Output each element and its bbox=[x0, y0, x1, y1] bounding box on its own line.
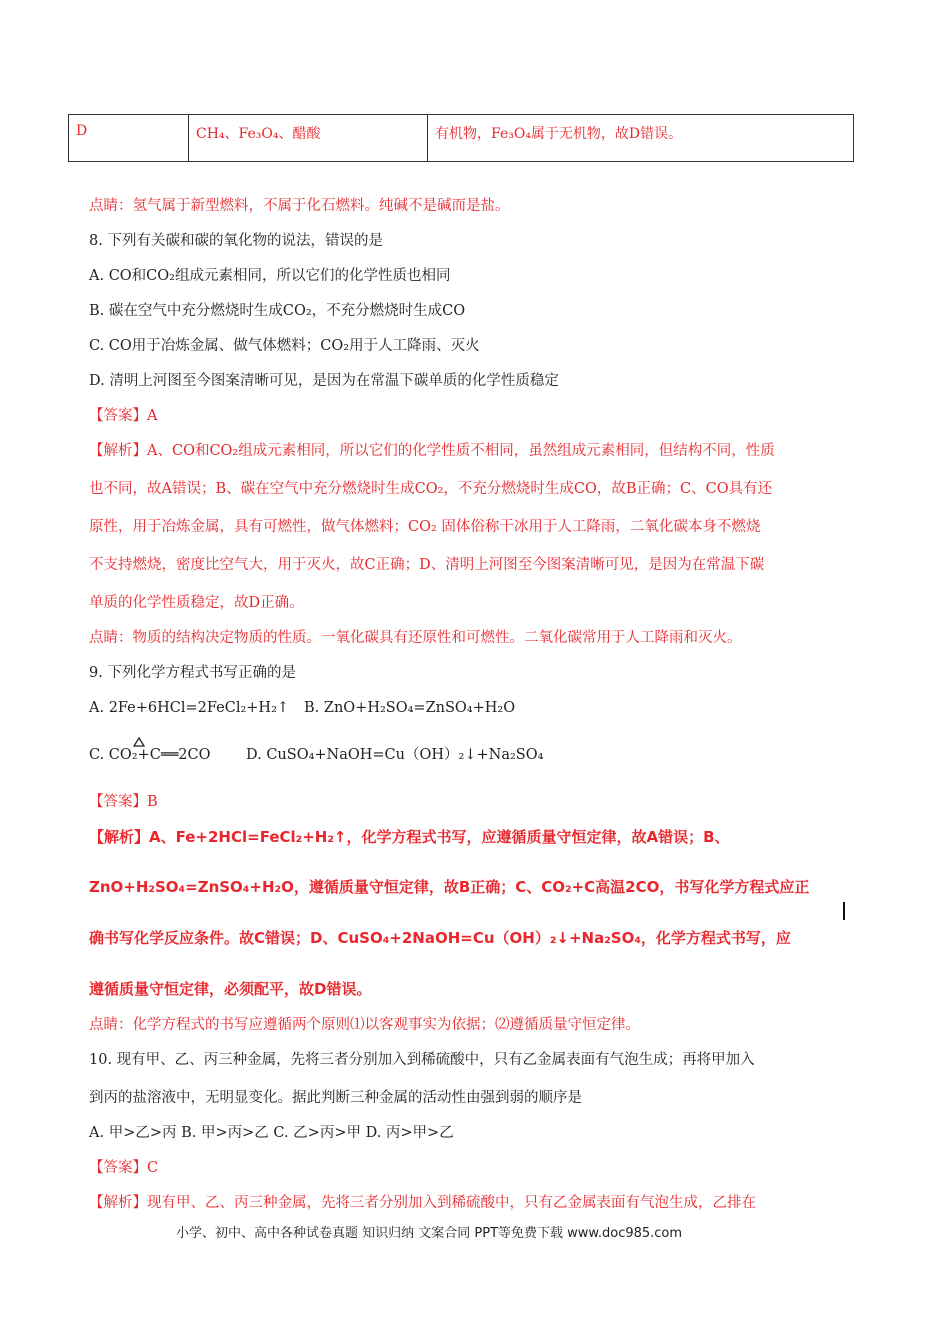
q10-stem-line: 到丙的盐溶液中，无明显变化。据此判断三种金属的活动性由强到弱的顺序是 bbox=[89, 1090, 582, 1106]
q8-analysis-line: 不支持燃烧，密度比空气大，用于灭火，故C正确；D、清明上河图至今图案清晰可见，是因为在常温下碳 bbox=[89, 557, 765, 573]
answer-table-row-d bbox=[68, 114, 854, 162]
q10-analysis-line: 【解析】现有甲、乙、丙三种金属，先将三者分别加入到稀硫酸中，只有乙金属表面有气泡生成，乙排在 bbox=[89, 1195, 756, 1211]
page-footer: 小学、初中、高中各种试卷真题 知识归纳 文案合同 PPT等免费下载 www.doc985.com bbox=[176, 1226, 683, 1241]
q8-analysis-line: 也不同，故A错误；B、碳在空气中充分燃烧时生成CO₂，不充分燃烧时生成CO，故B正确；C、CO具有还 bbox=[89, 481, 773, 497]
q8-option-b: B. 碳在空气中充分燃烧时生成CO₂，不充分燃烧时生成CO bbox=[89, 303, 466, 319]
table-cell-reason: 有机物，Fe₃O₄属于无机物，故D错误。 bbox=[428, 115, 854, 162]
q9-stem: 9. 下列化学方程式书写正确的是 bbox=[89, 665, 296, 681]
q9-analysis-line: 确书写化学反应条件。故C错误；D、CuSO₄+2NaOH=Cu（OH）₂↓+Na₂SO₄，化学方程式书写，应 bbox=[89, 929, 791, 947]
q9-note: 点睛：化学方程式的书写应遵循两个原则⑴以客观事实为依据；⑵遵循质量守恒定律。 bbox=[89, 1017, 640, 1033]
q10-options: A. 甲>乙>丙 B. 甲>丙>乙 C. 乙>丙>甲 D. 丙>甲>乙 bbox=[89, 1125, 454, 1141]
q9-analysis-line: 遵循质量守恒定律，必须配平，故D错误。 bbox=[89, 980, 372, 998]
q8-analysis-line: 原性，用于冶炼金属，具有可燃性，做气体燃料；CO₂ 固体俗称干冰用于人工降雨，二氧化碳本身不燃烧 bbox=[89, 519, 761, 535]
q10-answer: 【答案】C bbox=[89, 1160, 159, 1176]
q9-option-c: C. CO₂+C══2CO bbox=[89, 747, 211, 763]
q8-answer: 【答案】A bbox=[89, 408, 158, 424]
table-cell-substances: CH₄、Fe₃O₄、醋酸 bbox=[189, 115, 428, 162]
q9-analysis-line: 【解析】A、Fe+2HCl=FeCl₂+H₂↑，化学方程式书写，应遵循质量守恒定律，故A错误；B、 bbox=[89, 828, 730, 846]
q8-note: 点睛：物质的结构决定物质的性质。一氧化碳具有还原性和可燃性。二氧化碳常用于人工降雨和灭火。 bbox=[89, 630, 742, 646]
q8-analysis-line: 【解析】A、CO和CO₂组成元素相同，所以它们的化学性质不相同，虽然组成元素相同，但结构不同，性质 bbox=[89, 443, 775, 459]
q9-analysis-line: ZnO+H₂SO₄=ZnSO₄+H₂O，遵循质量守恒定律，故B正确；C、CO₂+C高温2CO，书写化学方程式应正 bbox=[89, 878, 810, 896]
q8-option-a: A. CO和CO₂组成元素相同，所以它们的化学性质也相同 bbox=[89, 268, 451, 284]
q8-stem: 8. 下列有关碳和碳的氧化物的说法，错误的是 bbox=[89, 233, 383, 249]
text-cursor bbox=[843, 902, 845, 920]
q9-answer: 【答案】B bbox=[89, 794, 158, 810]
table-cell-option: D bbox=[69, 115, 189, 162]
q9-option-b: B. ZnO+H₂SO₄=ZnSO₄+H₂O bbox=[304, 700, 516, 716]
note-q7: 点睛：氢气属于新型燃料，不属于化石燃料。纯碱不是碱而是盐。 bbox=[89, 198, 510, 214]
q8-analysis-line: 单质的化学性质稳定，故D正确。 bbox=[89, 595, 304, 611]
q10-stem-line: 10. 现有甲、乙、丙三种金属，先将三者分别加入到稀硫酸中，只有乙金属表面有气泡生成；再将甲加入 bbox=[89, 1052, 755, 1068]
q9-option-d: D. CuSO₄+NaOH=Cu（OH）₂↓+Na₂SO₄ bbox=[246, 747, 544, 763]
q8-option-c: C. CO用于冶炼金属、做气体燃料；CO₂用于人工降雨、灭火 bbox=[89, 338, 480, 354]
q9-option-a: A. 2Fe+6HCl=2FeCl₂+H₂↑ bbox=[89, 700, 290, 716]
q8-option-d: D. 清明上河图至今图案清晰可见，是因为在常温下碳单质的化学性质稳定 bbox=[89, 373, 559, 389]
